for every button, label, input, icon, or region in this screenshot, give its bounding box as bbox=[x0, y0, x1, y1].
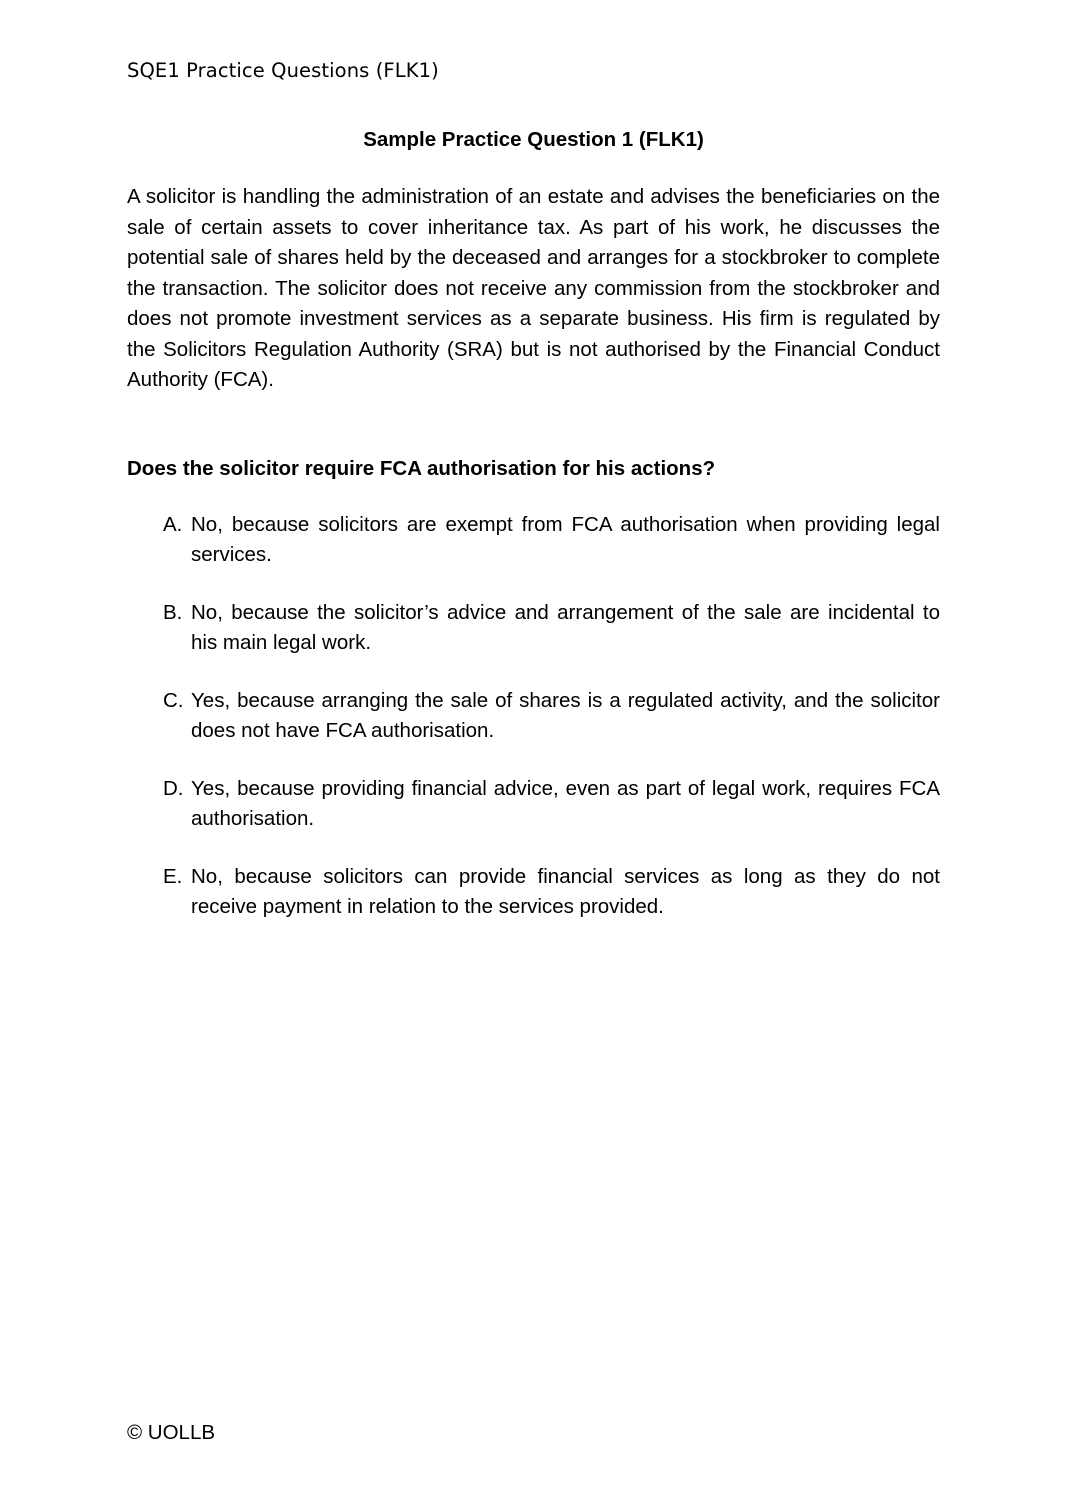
question-content bbox=[127, 126, 940, 923]
answer-option-e[interactable] bbox=[127, 862, 940, 923]
answer-option-b[interactable] bbox=[127, 598, 940, 659]
option-letter-d: D. bbox=[163, 776, 184, 800]
option-letter-a: A. bbox=[163, 512, 183, 536]
copyright-footer: © UOLLB bbox=[127, 1421, 216, 1444]
answer-option-a[interactable] bbox=[127, 510, 940, 571]
running-header: SQE1 Practice Questions (FLK1) bbox=[127, 59, 439, 82]
question-prompt: Does the solicitor require FCA authorisation for his actions? bbox=[127, 456, 716, 480]
answer-options-list bbox=[127, 510, 940, 923]
option-letter-b: B. bbox=[163, 600, 183, 624]
option-letter-c: C. bbox=[163, 688, 184, 712]
option-letter-e: E. bbox=[163, 864, 183, 888]
option-text-c: Yes, because arranging the sale of shares is a regulated activity, and the solicitor does not have FCA authorisation. bbox=[191, 688, 940, 742]
answer-option-d[interactable] bbox=[127, 774, 940, 835]
option-text-b: No, because the solicitor’s advice and arrangement of the sale are incidental to his main legal work. bbox=[191, 600, 940, 654]
scenario-paragraph: A solicitor is handling the administration of an estate and advises the beneficiaries on the sale of certain assets to cover inheritance tax. As part of his work, he discusses the potential sale of shares held by the deceased and arranges for a stockbroker to complete the transaction. The solicitor does not receive any commission from the stockbroker and does not promote investment services as a separate business. His firm is regulated by the Solicitors Regulation Authority (SRA) but is not authorised by the Financial Conduct Authority (FCA). bbox=[127, 185, 940, 391]
option-text-d: Yes, because providing financial advice, even as part of legal work, requires FCA authorisation. bbox=[191, 776, 940, 830]
answer-option-c[interactable] bbox=[127, 686, 940, 747]
option-text-a: No, because solicitors are exempt from FCA authorisation when providing legal services. bbox=[191, 512, 940, 566]
question-title: Sample Practice Question 1 (FLK1) bbox=[363, 128, 704, 151]
option-text-e: No, because solicitors can provide financial services as long as they do not receive payment in relation to the services provided. bbox=[191, 864, 940, 918]
